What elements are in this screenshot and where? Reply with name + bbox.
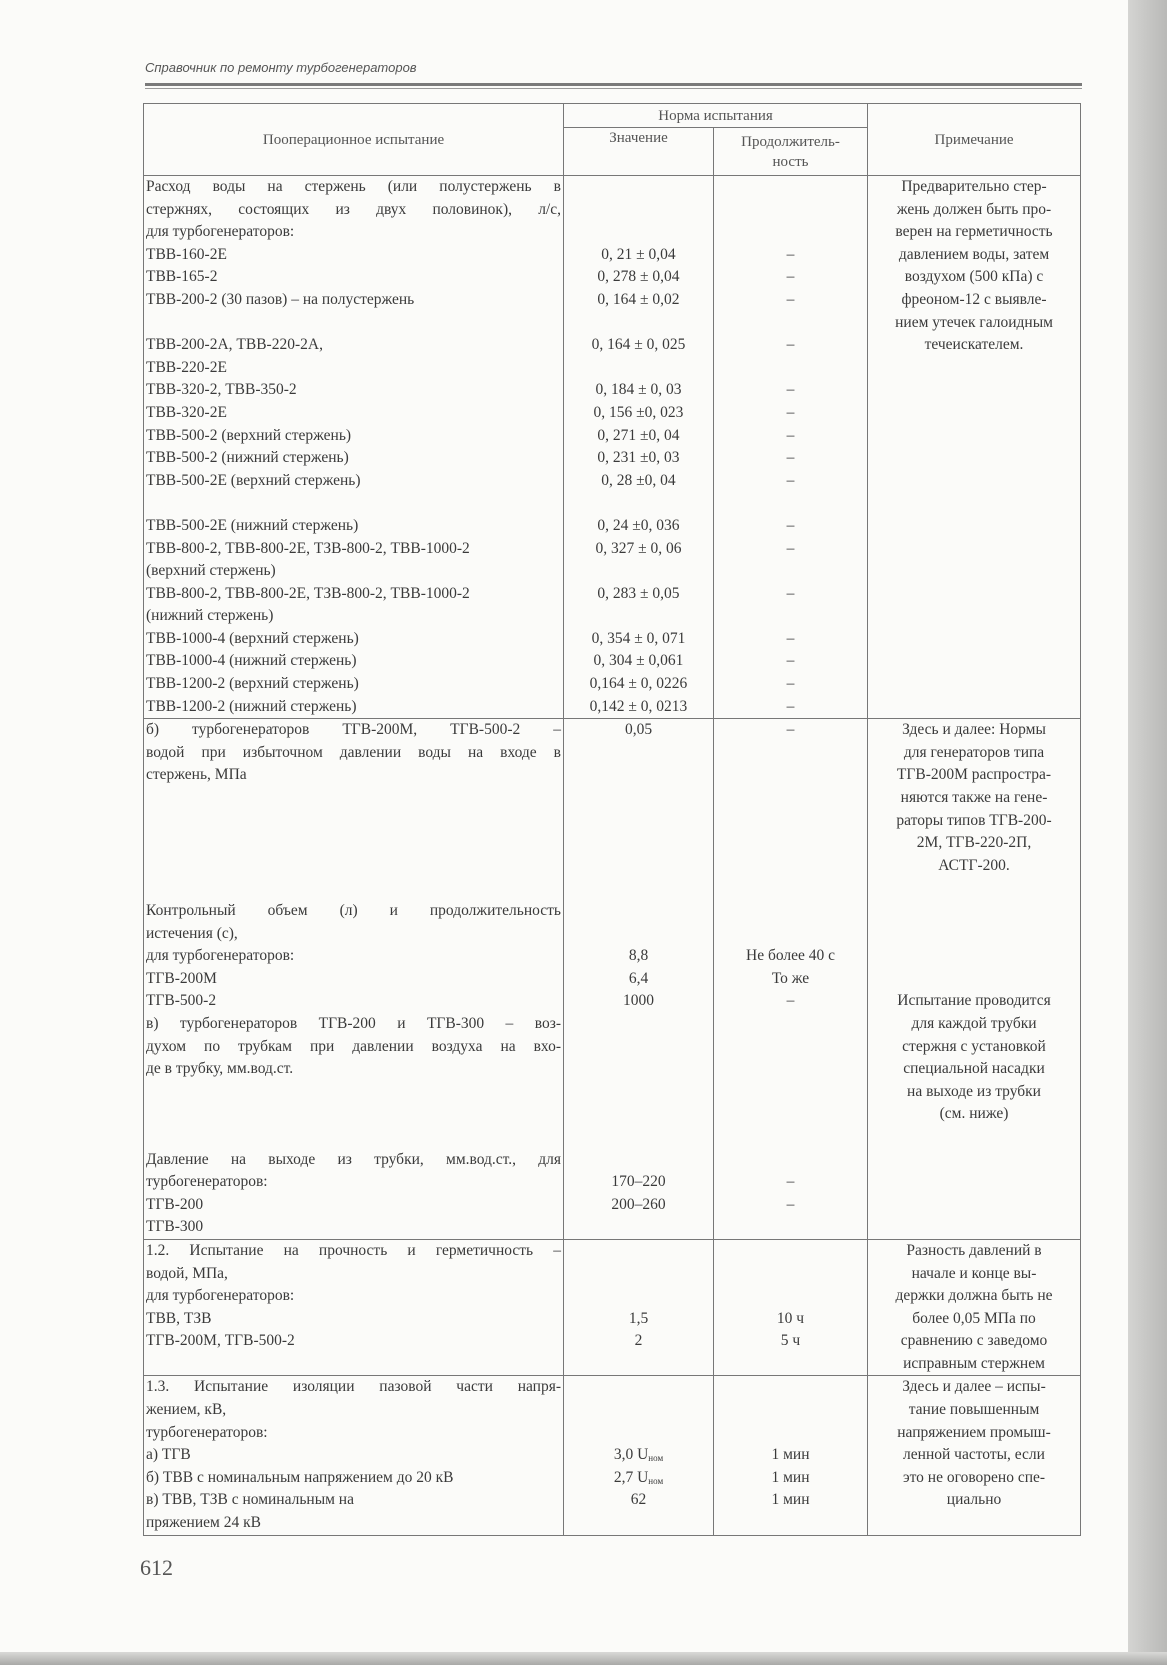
intro-line: Расход воды на стержень (или полустержень в: [146, 178, 561, 195]
text-line: де в трубку, мм.вод.ст.: [146, 1060, 294, 1078]
note-line: давлением воды, затем: [898, 245, 1050, 263]
air-pressure-value: 1000: [623, 992, 654, 1010]
note-line: для каждой трубки: [911, 1014, 1037, 1032]
duration-value: 1 мин: [771, 1491, 810, 1509]
dash: –: [786, 675, 795, 693]
dash: –: [786, 336, 795, 354]
note-line: стержня с установкой: [902, 1037, 1046, 1055]
dash: –: [786, 471, 795, 489]
page-number: 612: [140, 1555, 173, 1580]
generator-name: ТГВ-200М, ТГВ-500-2: [146, 1332, 295, 1350]
text-line: в) турбогенераторов ТГВ-200 и ТГВ-300 – воз-: [146, 1014, 561, 1032]
pressure-value: 0,05: [624, 721, 653, 739]
flow-value: 0,142 ± 0, 0213: [589, 697, 688, 715]
header-duration: [714, 128, 868, 176]
text-line: 1.3. Испытание изоляции пазовой части напря-: [146, 1378, 561, 1396]
generator-name: ТВВ-1200-2 (нижний стержень): [146, 697, 357, 715]
voltage-value: [566, 1444, 711, 1467]
section-b-text: [144, 719, 564, 1240]
volume-value: 6,4: [628, 969, 649, 987]
note-line: нием утечек галоидным: [895, 313, 1053, 331]
section-b-values: [564, 719, 714, 1240]
note-line: более 0,05 МПа по: [912, 1309, 1036, 1327]
text-line: духом по трубкам при давлении воздуха на вхо-: [146, 1037, 561, 1055]
note-line: Здесь и далее – испы-: [902, 1378, 1046, 1396]
note-line: держки должна быть не: [895, 1287, 1053, 1305]
note-line: верен на герметичность: [895, 223, 1053, 241]
volume-value: 8,8: [628, 947, 649, 965]
note-line: Предварительно стер-: [901, 178, 1047, 195]
section-b-durations: [714, 719, 868, 1240]
note-line: няются также на гене-: [900, 789, 1048, 807]
note-line: ТГВ-200М распростра-: [896, 766, 1052, 784]
generator-name: ТВВ-1000-4 (нижний стержень): [146, 652, 357, 670]
generator-name: (нижний стержень): [146, 607, 274, 625]
section-b-note: [868, 719, 1081, 1240]
dash: –: [786, 268, 795, 286]
intro-line: стержнях, состоящих из двух половинок), л/с,: [146, 200, 561, 218]
duration-value: То же: [771, 969, 810, 987]
note-line: 2М, ТГВ-220-2П,: [916, 834, 1032, 852]
dash: –: [786, 381, 795, 399]
duration-value: 5 ч: [780, 1332, 801, 1350]
generator-name: ТВВ-800-2, ТВВ-800-2Е, ТЗВ-800-2, ТВВ-1000-2: [146, 584, 470, 602]
note-line: начале и конце вы-: [911, 1264, 1037, 1282]
section-12-text: [144, 1239, 564, 1376]
generator-name: ТГВ-500-2: [146, 992, 217, 1010]
note-line: Здесь и далее: Нормы: [902, 721, 1046, 739]
section-strength-test: [144, 1239, 1081, 1376]
note-line: на выходе из трубки: [907, 1082, 1041, 1100]
text-line: для турбогенераторов:: [146, 1287, 295, 1305]
generator-name: ТВВ-220-2Е: [146, 358, 227, 376]
dash: –: [786, 629, 795, 647]
duration-value: 1 мин: [771, 1446, 810, 1464]
dash: –: [786, 245, 795, 263]
voltage-subscript: ном: [648, 1475, 664, 1486]
text-line: Контрольный объем (л) и продолжительность: [146, 902, 561, 919]
section-12-values: [564, 1239, 714, 1376]
note-line: циально: [946, 1491, 1002, 1509]
note-line: фреоном-12 с выявле-: [901, 290, 1047, 308]
note-line: для генераторов типа: [903, 743, 1045, 761]
page-bottom-shadow: [0, 1652, 1167, 1665]
voltage-subscript: ном: [648, 1453, 664, 1464]
test-norms-table: [143, 103, 1081, 1536]
generator-name: ТВВ-800-2, ТВВ-800-2Е, ТЗВ-800-2, ТВВ-1000-2: [146, 539, 470, 557]
test-pressure-value: 2: [634, 1332, 643, 1350]
header-duration-line1: Продолжитель-: [741, 133, 840, 150]
generator-type: а) ТГВ: [146, 1446, 191, 1464]
running-header: Справочник по ремонту турбогенераторов: [145, 60, 417, 75]
note-line: (см. ниже): [939, 1105, 1009, 1123]
section-water-flow: [144, 176, 1081, 719]
text-line: водой при избыточном давлении воды на входе в: [146, 743, 561, 761]
text-line: турбогенераторов:: [146, 1173, 268, 1191]
header-norm: Норма испытания: [564, 104, 868, 128]
section-13-durations: [714, 1376, 868, 1535]
generator-name: ТГВ-300: [146, 1218, 204, 1236]
section-a-values: [564, 176, 714, 719]
voltage-value: 62: [630, 1491, 647, 1509]
flow-value: 0, 327 ± 0, 06: [595, 539, 682, 557]
note-line: АСТГ-200.: [938, 856, 1010, 874]
dash: –: [786, 290, 795, 308]
dash: –: [786, 449, 795, 467]
text-line: водой, МПа,: [146, 1264, 228, 1282]
generator-name: ТГВ-200: [146, 1195, 204, 1213]
dash: –: [786, 516, 795, 534]
flow-value: 0, 278 ± 0,04: [597, 268, 680, 286]
generator-name: ТВВ-500-2Е (верхний стержень): [146, 471, 361, 489]
header-note: Примечание: [868, 104, 1081, 176]
text-line: 1.2. Испытание на прочность и герметичность –: [146, 1241, 561, 1259]
header-rule: [145, 83, 1082, 86]
generator-name: ТВВ-200-2А, ТВВ-220-2А,: [146, 336, 323, 354]
dash: –: [786, 1195, 795, 1213]
text-line: Давление на выходе из трубки, мм.вод.ст., для: [146, 1150, 561, 1168]
flow-value: 0, 304 ± 0,061: [593, 652, 684, 670]
outlet-pressure-value: 200–260: [611, 1195, 666, 1213]
header-duration-line2: ность: [772, 153, 809, 170]
note-line: течеискателем.: [924, 336, 1024, 354]
flow-value: 0, 24 ±0, 036: [597, 516, 680, 534]
outlet-pressure-value: 170–220: [611, 1173, 666, 1191]
flow-value: 0, 271 ±0, 04: [597, 426, 680, 444]
generator-name: ТВВ-500-2 (нижний стержень): [146, 449, 349, 467]
text-line: жением, кВ,: [146, 1401, 227, 1419]
text-line: стержень, МПа: [146, 766, 247, 784]
flow-value: 0, 231 ±0, 03: [597, 449, 680, 467]
section-13-values: [564, 1376, 714, 1535]
dash: –: [786, 539, 795, 557]
duration-value: 1 мин: [771, 1468, 810, 1486]
flow-value: 0, 283 ± 0,05: [597, 584, 680, 602]
test-pressure-value: 1,5: [628, 1309, 649, 1327]
intro-line: для турбогенераторов:: [146, 223, 295, 241]
dash: –: [786, 652, 795, 670]
generator-name: (верхний стержень): [146, 562, 276, 580]
note-line: тание повышенным: [908, 1401, 1040, 1419]
section-tgv-tests: [144, 719, 1081, 1240]
note-line: это не оговорено спе-: [902, 1468, 1046, 1486]
dash: –: [786, 992, 795, 1010]
generator-name: ТВВ-320-2Е: [146, 403, 227, 421]
flow-value: 0, 184 ± 0, 03: [595, 381, 682, 399]
note-line: напряжением промыш-: [897, 1423, 1051, 1441]
section-13-note: [868, 1376, 1081, 1535]
section-a-note: [868, 176, 1081, 719]
generator-name: ТВВ-500-2 (верхний стержень): [146, 426, 352, 444]
generator-name: ТВВ-500-2Е (нижний стержень): [146, 516, 359, 534]
generator-name: ТВВ-160-2Е: [146, 245, 227, 263]
note-line: воздухом (500 кПа) с: [904, 268, 1044, 286]
generator-type: пряжением 24 кВ: [146, 1514, 261, 1532]
note-line: жень должен быть про-: [896, 200, 1052, 218]
section-insulation-test: [144, 1376, 1081, 1535]
voltage-value: [566, 1467, 711, 1490]
flow-value: 0, 164 ± 0,02: [597, 290, 680, 308]
dash: –: [786, 1173, 795, 1191]
generator-name: ТВВ, ТЗВ: [146, 1309, 212, 1327]
note-line: Испытание проводится: [897, 992, 1051, 1010]
generator-type: в) ТВВ, ТЗВ с номинальным на: [146, 1491, 354, 1509]
flow-value: 0, 156 ±0, 023: [593, 403, 684, 421]
flow-value: 0,164 ± 0, 0226: [589, 675, 688, 693]
dash: –: [786, 426, 795, 444]
note-line: ленной частоты, если: [903, 1446, 1045, 1464]
note-line: специальной насадки: [903, 1060, 1045, 1078]
section-12-note: [868, 1239, 1081, 1376]
section-12-durations: [714, 1239, 868, 1376]
generator-name: ТГВ-200М: [146, 969, 217, 987]
section-a-durations: [714, 176, 868, 719]
generator-name: ТВВ-1200-2 (верхний стержень): [146, 675, 359, 693]
voltage-value-main: 2,7 U: [613, 1468, 649, 1486]
duration-value: Не более 40 с: [746, 947, 836, 965]
note-line: раторы типов ТГВ-200-: [896, 811, 1052, 829]
dash: –: [786, 721, 795, 739]
flow-value: 0, 28 ±0, 04: [601, 471, 676, 489]
generator-type: б) ТВВ с номинальным напряжением до 20 кВ: [146, 1468, 454, 1486]
header-value: Значение: [564, 128, 714, 176]
text-line: истечения (с),: [146, 924, 238, 942]
generator-name: ТВВ-200-2 (30 пазов) – на полустержень: [146, 290, 415, 308]
text-line: б) турбогенераторов ТГВ-200М, ТГВ-500-2 –: [146, 721, 561, 739]
duration-value: 10 ч: [776, 1309, 805, 1327]
note-line: исправным стержнем: [903, 1354, 1045, 1372]
section-13-text: [144, 1376, 564, 1535]
section-a-text: [144, 176, 564, 719]
flow-value: 0, 354 ± 0, 071: [591, 629, 686, 647]
note-line: Разность давлений в: [906, 1241, 1042, 1259]
dash: –: [786, 403, 795, 421]
text-line: для турбогенераторов:: [146, 947, 295, 965]
generator-name: ТВВ-320-2, ТВВ-350-2: [146, 381, 297, 399]
generator-name: ТВВ-165-2: [146, 268, 218, 286]
header-rule-thin: [145, 88, 1082, 89]
generator-name: ТВВ-1000-4 (верхний стержень): [146, 629, 359, 647]
flow-value: 0, 164 ± 0, 025: [591, 336, 686, 354]
page-edge-shadow: [1128, 0, 1167, 1665]
dash: –: [786, 697, 795, 715]
note-line: сравнению с заведомо: [900, 1332, 1048, 1350]
text-line: турбогенераторов:: [146, 1423, 268, 1441]
dash: –: [786, 584, 795, 602]
flow-value: 0, 21 ± 0,04: [601, 245, 676, 263]
voltage-value-main: 3,0 U: [613, 1446, 649, 1464]
header-operation: Пооперационное испытание: [144, 104, 564, 176]
